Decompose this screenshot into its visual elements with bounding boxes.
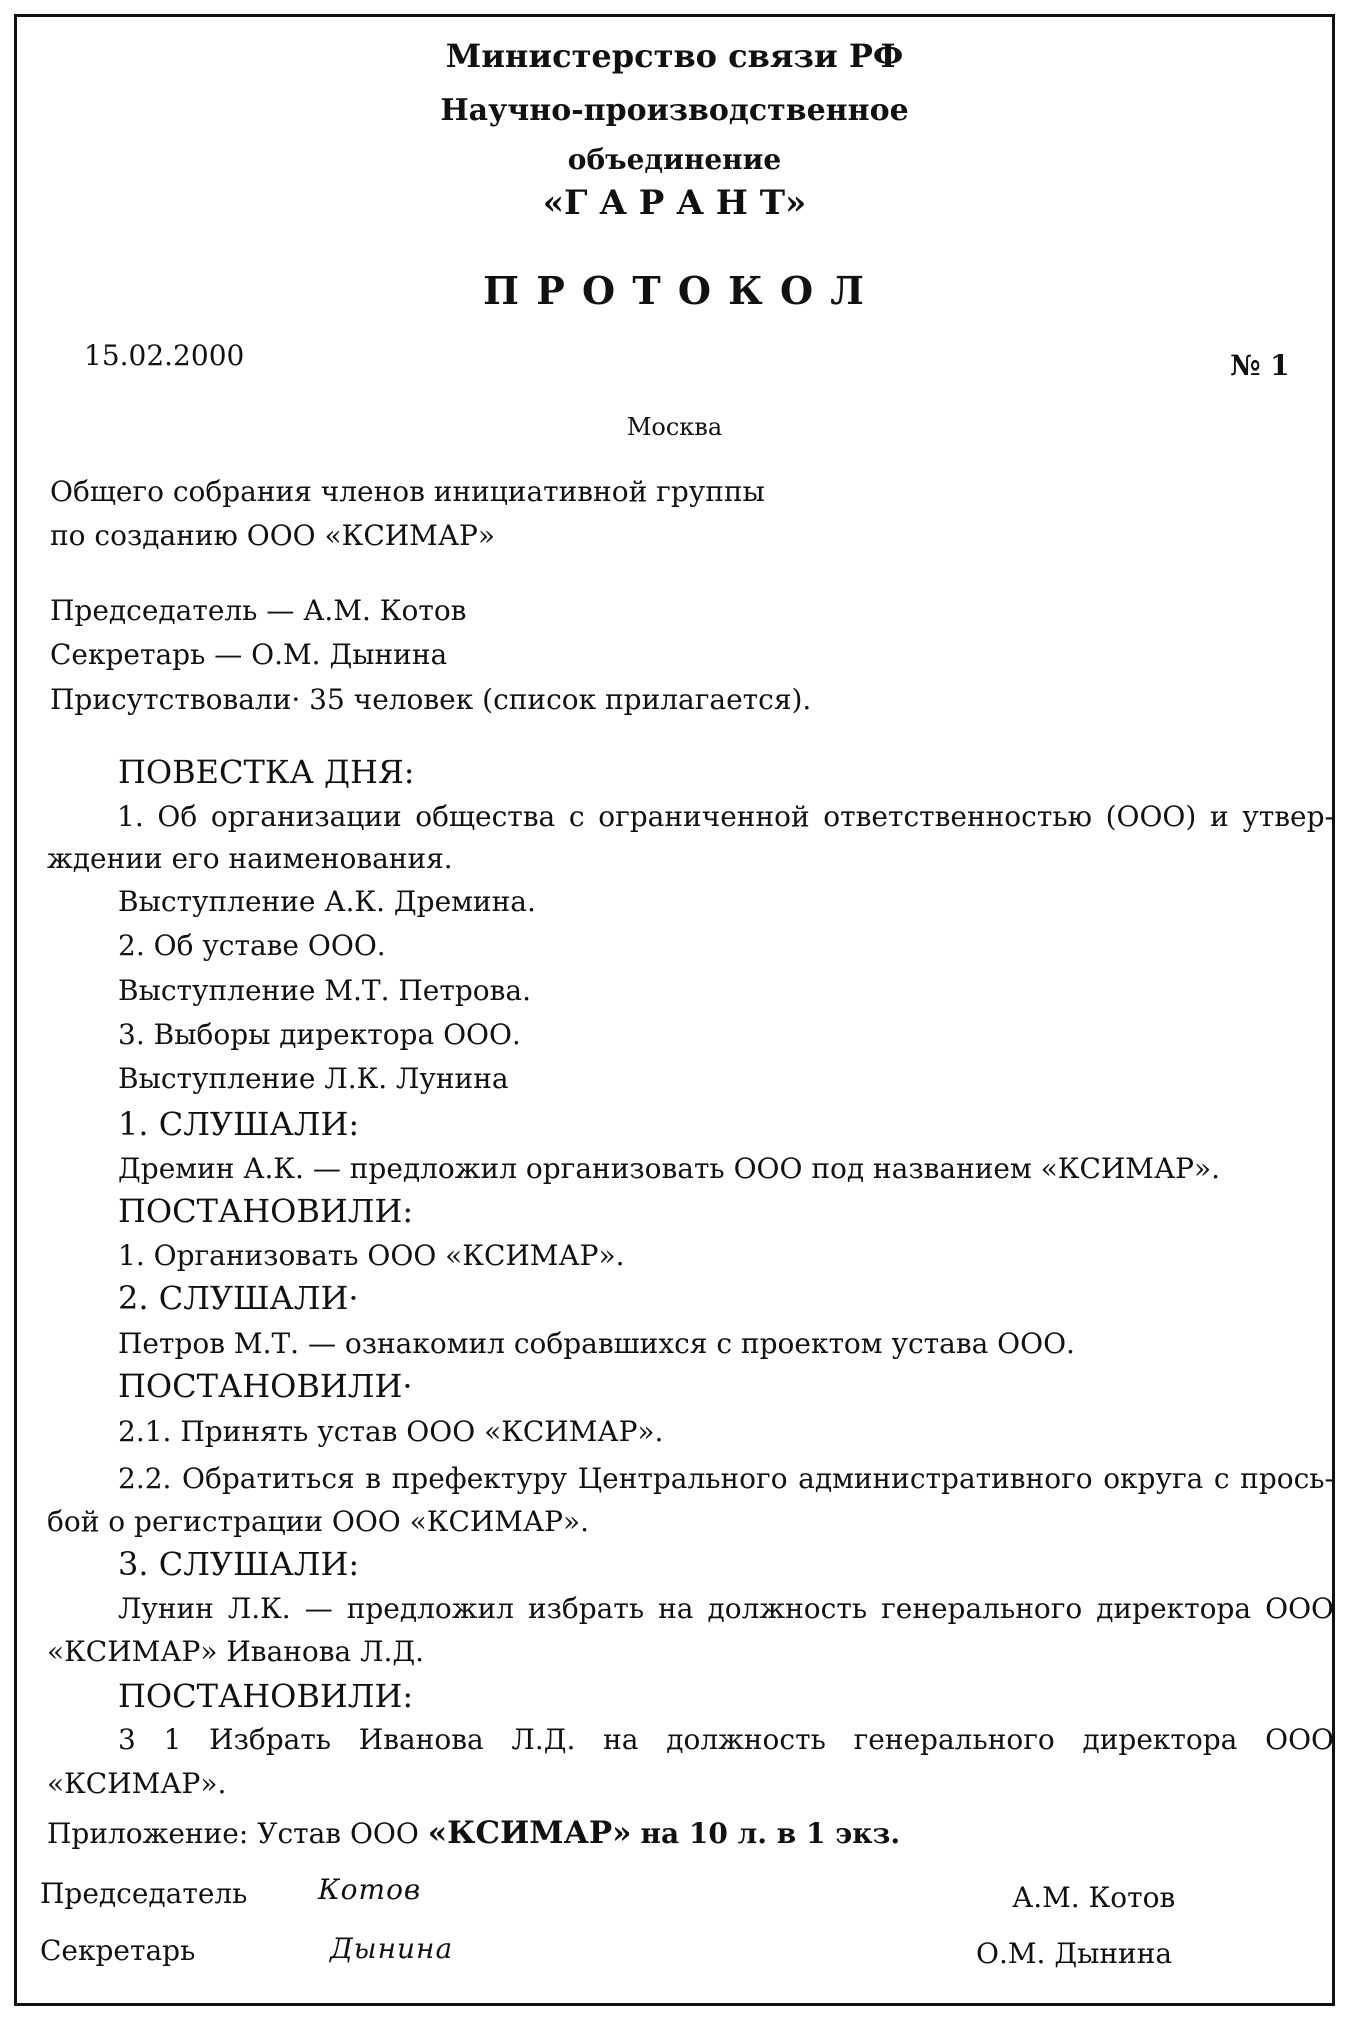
document-date: 15.02.2000 [84,339,245,372]
secretary-line: Секретарь — О.М. Дынина [50,638,448,671]
org-name: «Г А Р А Н Т» [542,183,807,223]
document-title: П Р О Т О К О Л [483,268,866,313]
agenda-item-1-line-1: 1. Об организации общества с ограниченной ответственностью (ООО) и утвер- [117,800,1334,833]
signature-chairman-name: А.М. Котов [1012,1881,1176,1914]
agenda-item-2-speaker: Выступление М.Т. Петрова. [118,974,531,1007]
document-city: Москва [626,413,723,441]
section-3-heard: 3. СЛУШАЛИ: [118,1545,360,1583]
section-1-resolved: ПОСТАНОВИЛИ: [118,1192,414,1230]
section-2-resolution-1: 2.1. Принять устав ООО «КСИМАР». [118,1415,664,1448]
attachment-line [47,1815,901,1851]
agenda-item-1-line-2: ждении его наименования. [47,842,453,875]
signature-secretary-name: О.М. Дынина [976,1937,1173,1970]
signature-chairman-handwritten: Котов [318,1873,422,1906]
section-2-heard: 2. СЛУШАЛИ· [118,1279,359,1317]
agenda-item-1-speaker: Выступление А.К. Дремина. [118,885,536,918]
document-number: № 1 [1230,349,1290,382]
section-2-resolved: ПОСТАНОВИЛИ· [118,1367,413,1405]
signature-chairman-role: Председатель [40,1877,248,1910]
present-line: Присутствовали· 35 человек (список прилагается). [50,683,812,716]
attachment-rest: на 10 л. в 1 экз. [640,1817,901,1850]
section-2-resolution-2-line-1: 2.2. Обратиться в префектуру Центрального административного округа с прось- [118,1462,1334,1495]
signature-secretary-handwritten: Дынина [330,1932,454,1965]
section-2-resolution-2-line-2: бой о регистрации ООО «КСИМАР». [47,1505,590,1538]
agenda-item-3: 3. Выборы директора ООО. [118,1018,521,1051]
section-3-resolution-1-line-2: «КСИМАР». [47,1767,227,1800]
agenda-item-2: 2. Об уставе ООО. [118,929,386,962]
section-1-text: Дремин А.К. — предложил организовать ООО под названием «КСИМАР». [118,1152,1221,1185]
agenda-item-3-speaker: Выступление Л.К. Лунина [118,1062,509,1095]
subject-line-1: Общего собрания членов инициативной группы [50,475,765,508]
section-1-heard: 1. СЛУШАЛИ: [118,1105,360,1143]
section-2-text: Петров М.Т. — ознакомил собравшихся с проектом устава ООО. [118,1327,1075,1360]
signature-secretary-role: Секретарь [40,1934,196,1967]
org-line-2: объединение [567,143,782,176]
attachment-name: «КСИМАР» [427,1815,632,1851]
org-line-1: Научно-производственное [440,93,909,128]
ministry-line: Министерство связи РФ [445,37,904,75]
section-3-text-line-1: Лунин Л.К. — предложил избрать на должность генерального директора ООО [118,1592,1334,1625]
section-3-resolution-1-line-1: 3 1 Избрать Иванова Л.Д. на должность генерального директора ООО [118,1723,1334,1756]
agenda-heading: ПОВЕСТКА ДНЯ: [118,753,415,791]
subject-line-2: по созданию ООО «КСИМАР» [50,519,496,552]
section-3-text-line-2: «КСИМАР» Иванова Л.Д. [47,1635,425,1668]
chairman-line: Председатель — А.М. Котов [50,594,467,627]
section-3-resolved: ПОСТАНОВИЛИ: [118,1677,414,1715]
section-1-resolution-1: 1. Организовать ООО «КСИМАР». [118,1239,625,1272]
attachment-label: Приложение: Устав ООО [47,1817,419,1850]
